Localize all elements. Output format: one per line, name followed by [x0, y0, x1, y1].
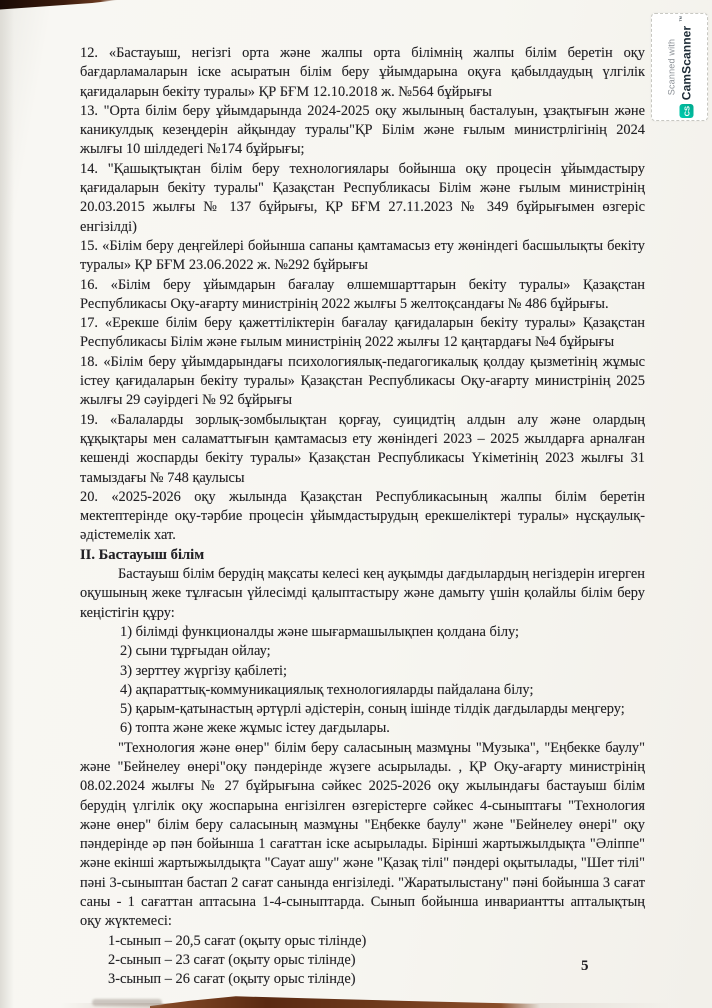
list-item-13: 13. "Орта білім беру ұйымдарында 2024-2025 оқу жылының басталуын, ұзақтығын және каникулдық кезеңдерін айқындау туралы"ҚР Білім және ғылым министрлігінің 2024 жылғы 10 шілдедегі №174 бұйрығы; [80, 102, 645, 158]
page-number: 5 [581, 958, 589, 974]
list-item-14: 14. "Қашықтықтан білім беру технологиялары бойынша оқу процесін ұйымдастыру қағидаларын бекіту туралы" Қазақстан Республикасы Білім және ғылым министрінің 20.03.2015 жылғы № 137 бұйрығы, ҚР БҒМ 27.11.2023 № 349 бұйрығымен өзгеріс енгізілді) [80, 160, 645, 235]
section-heading: II. Бастауыш білім [80, 546, 205, 563]
list-item-19: 19. «Балаларды зорлық-зомбылықтан қорғау, суицидтің алдын алу және олардың құқықтары мен саламаттығын қамтамасыз ету жөніндегі 2023 – 2025 жылдарға арналған кешенді жоспарды бекіту туралы» Қазақстан Республикасы Үкіметінің 2023 жылғы 31 тамыздағы № 748 қаулысы [80, 411, 645, 486]
skill-item-3: 3) зерттеу жүргізу қабілеті; [120, 662, 288, 679]
weekly-load-grade-1: 1-сынып – 20,5 сағат (оқыту орыс тілінде) [108, 932, 367, 949]
skill-item-2: 2) сыни тұрғыдан ойлау; [120, 643, 271, 660]
skill-item-1: 1) білімді функционалды және шығармашылықпен қолдана білу; [120, 623, 520, 640]
skill-item-5: 5) қарым-қатынастың әртүрлі әдістерін, соның ішінде тілдік дағдыларды меңгеру; [120, 701, 625, 718]
scan-artifact-bottom-edge [150, 995, 540, 1008]
list-item-12: 12. «Бастауыш, негізгі орта және жалпы орта білімнің жалпы білім беретін оқу бағдарламаларын іске асыратын білім беру ұйымдарына оқуға қабылдаудың үлгілік қағидаларын бекіту туралы» ҚР БҒМ 12.10.2018 ж. №564 бұйрығы [80, 45, 645, 100]
camscanner-icon: CS [679, 104, 693, 118]
document-content [80, 44, 645, 990]
trademark-symbol: ™ [679, 15, 685, 22]
list-item-18: 18. «Білім беру ұйымдарындағы психологиялық-педагогикалық қолдау қызметінің жұмыс істеу қағидаларын бекіту туралы» Қазақстан Республикасы Оқу-ағарту министрінің 2025 жылғы 29 сәуірдегі № 92 бұйрығы [80, 353, 645, 409]
camscanner-brand: CamScanner [679, 25, 693, 101]
scanned-with-label: Scanned with [666, 38, 676, 96]
list-item-20: 20. «2025-2026 оқу жылында Қазақстан Республикасының жалпы білім беретін мектептерінде оқу-тәрбие процесін ұйымдастырудың ерекшеліктері туралы» нұсқаулық-әдістемелік хат. [80, 488, 645, 544]
weekly-load-grade-2: 2-сынып – 23 сағат (оқыту орыс тілінде) [108, 951, 356, 968]
scan-smudge [92, 999, 162, 1006]
list-item-15: 15. «Білім беру деңгейлері бойынша сапаны қамтамасыз ету жөніндегі басшылықты бекіту туралы» ҚР БҒМ 23.06.2022 ж. №292 бұйрығы [80, 237, 645, 274]
camscanner-brand-row [679, 16, 693, 118]
skill-item-6: 6) топта және жеке жұмыс істеу дағдылары. [120, 720, 390, 737]
technology-paragraph: "Технология және өнер" білім беру саласының мазмұны "Музыка", "Еңбекке баулу" және "Бейнелеу өнері"оқу пәндерінде жүзеге асырылады. , ҚР Оқу-ағарту министрінің 08.02.2024 жылғы № 27 бұйрығына сәйкес 2025-2026 оқу жылындағы бастауыш білім берудің үлгілік оқу жоспарына енгізілген өзгерістерге сәйкес 4-сыныптағы "Технология және өнер" білім беру саласының мазмұны "Еңбекке баулу" және "Бейнелеу өнері" оқу пәндерінде әр пән бойынша 1 сағаттан іске асырылады. Бірінші жартыжылдықта "Әліппе" және екінші жартыжылдықта "Сауат ашу" және "Қазақ тілі" пәндері оқытылады, "Шет тілі" пәні 3-сыныптан бастап 2 сағат санында енгізіледі. "Жаратылыстану" пәні бойынша 3 сағат саны - 1 сағаттан аптасына 1-4-сыныптарда. Сынып бойынша инвариантты апталықтың оқу жүктемесі: [80, 739, 645, 930]
camscanner-badge-content [666, 17, 693, 117]
scan-left-edge-shadow [0, 0, 14, 1008]
list-item-16: 16. «Білім беру ұйымдарын бағалау өлшемшарттарын бекіту туралы» Қазақстан Республикасы Оқу-ағарту министрінің 2022 жылғы 5 желтоқсандағы № 486 бұйрығы. [80, 276, 645, 312]
weekly-load-grade-3: 3-сынып – 26 сағат (оқыту орыс тілінде) [108, 971, 356, 988]
skill-item-4: 4) ақпараттық-коммуникациялық технологияларды пайдалана білу; [120, 681, 534, 698]
scan-artifact-top-edge [0, 0, 118, 10]
list-item-17: 17. «Ерекше білім беру қажеттіліктерін бағалау қағидаларын бекіту туралы» Қазақстан Республикасы Білім және ғылым министрінің 2022 жылғы 12 қаңтардағы №4 бұйрығы [80, 315, 645, 351]
intro-paragraph: Бастауыш білім берудің мақсаты келесі кең ауқымды дағдылардың негіздерін игерген оқушының жеке тұлғасын үйлесімді қалыптастыру және дамыту үшін қолайлы білім беру кеңістігін құру: [80, 566, 645, 621]
camscanner-badge [651, 13, 708, 121]
